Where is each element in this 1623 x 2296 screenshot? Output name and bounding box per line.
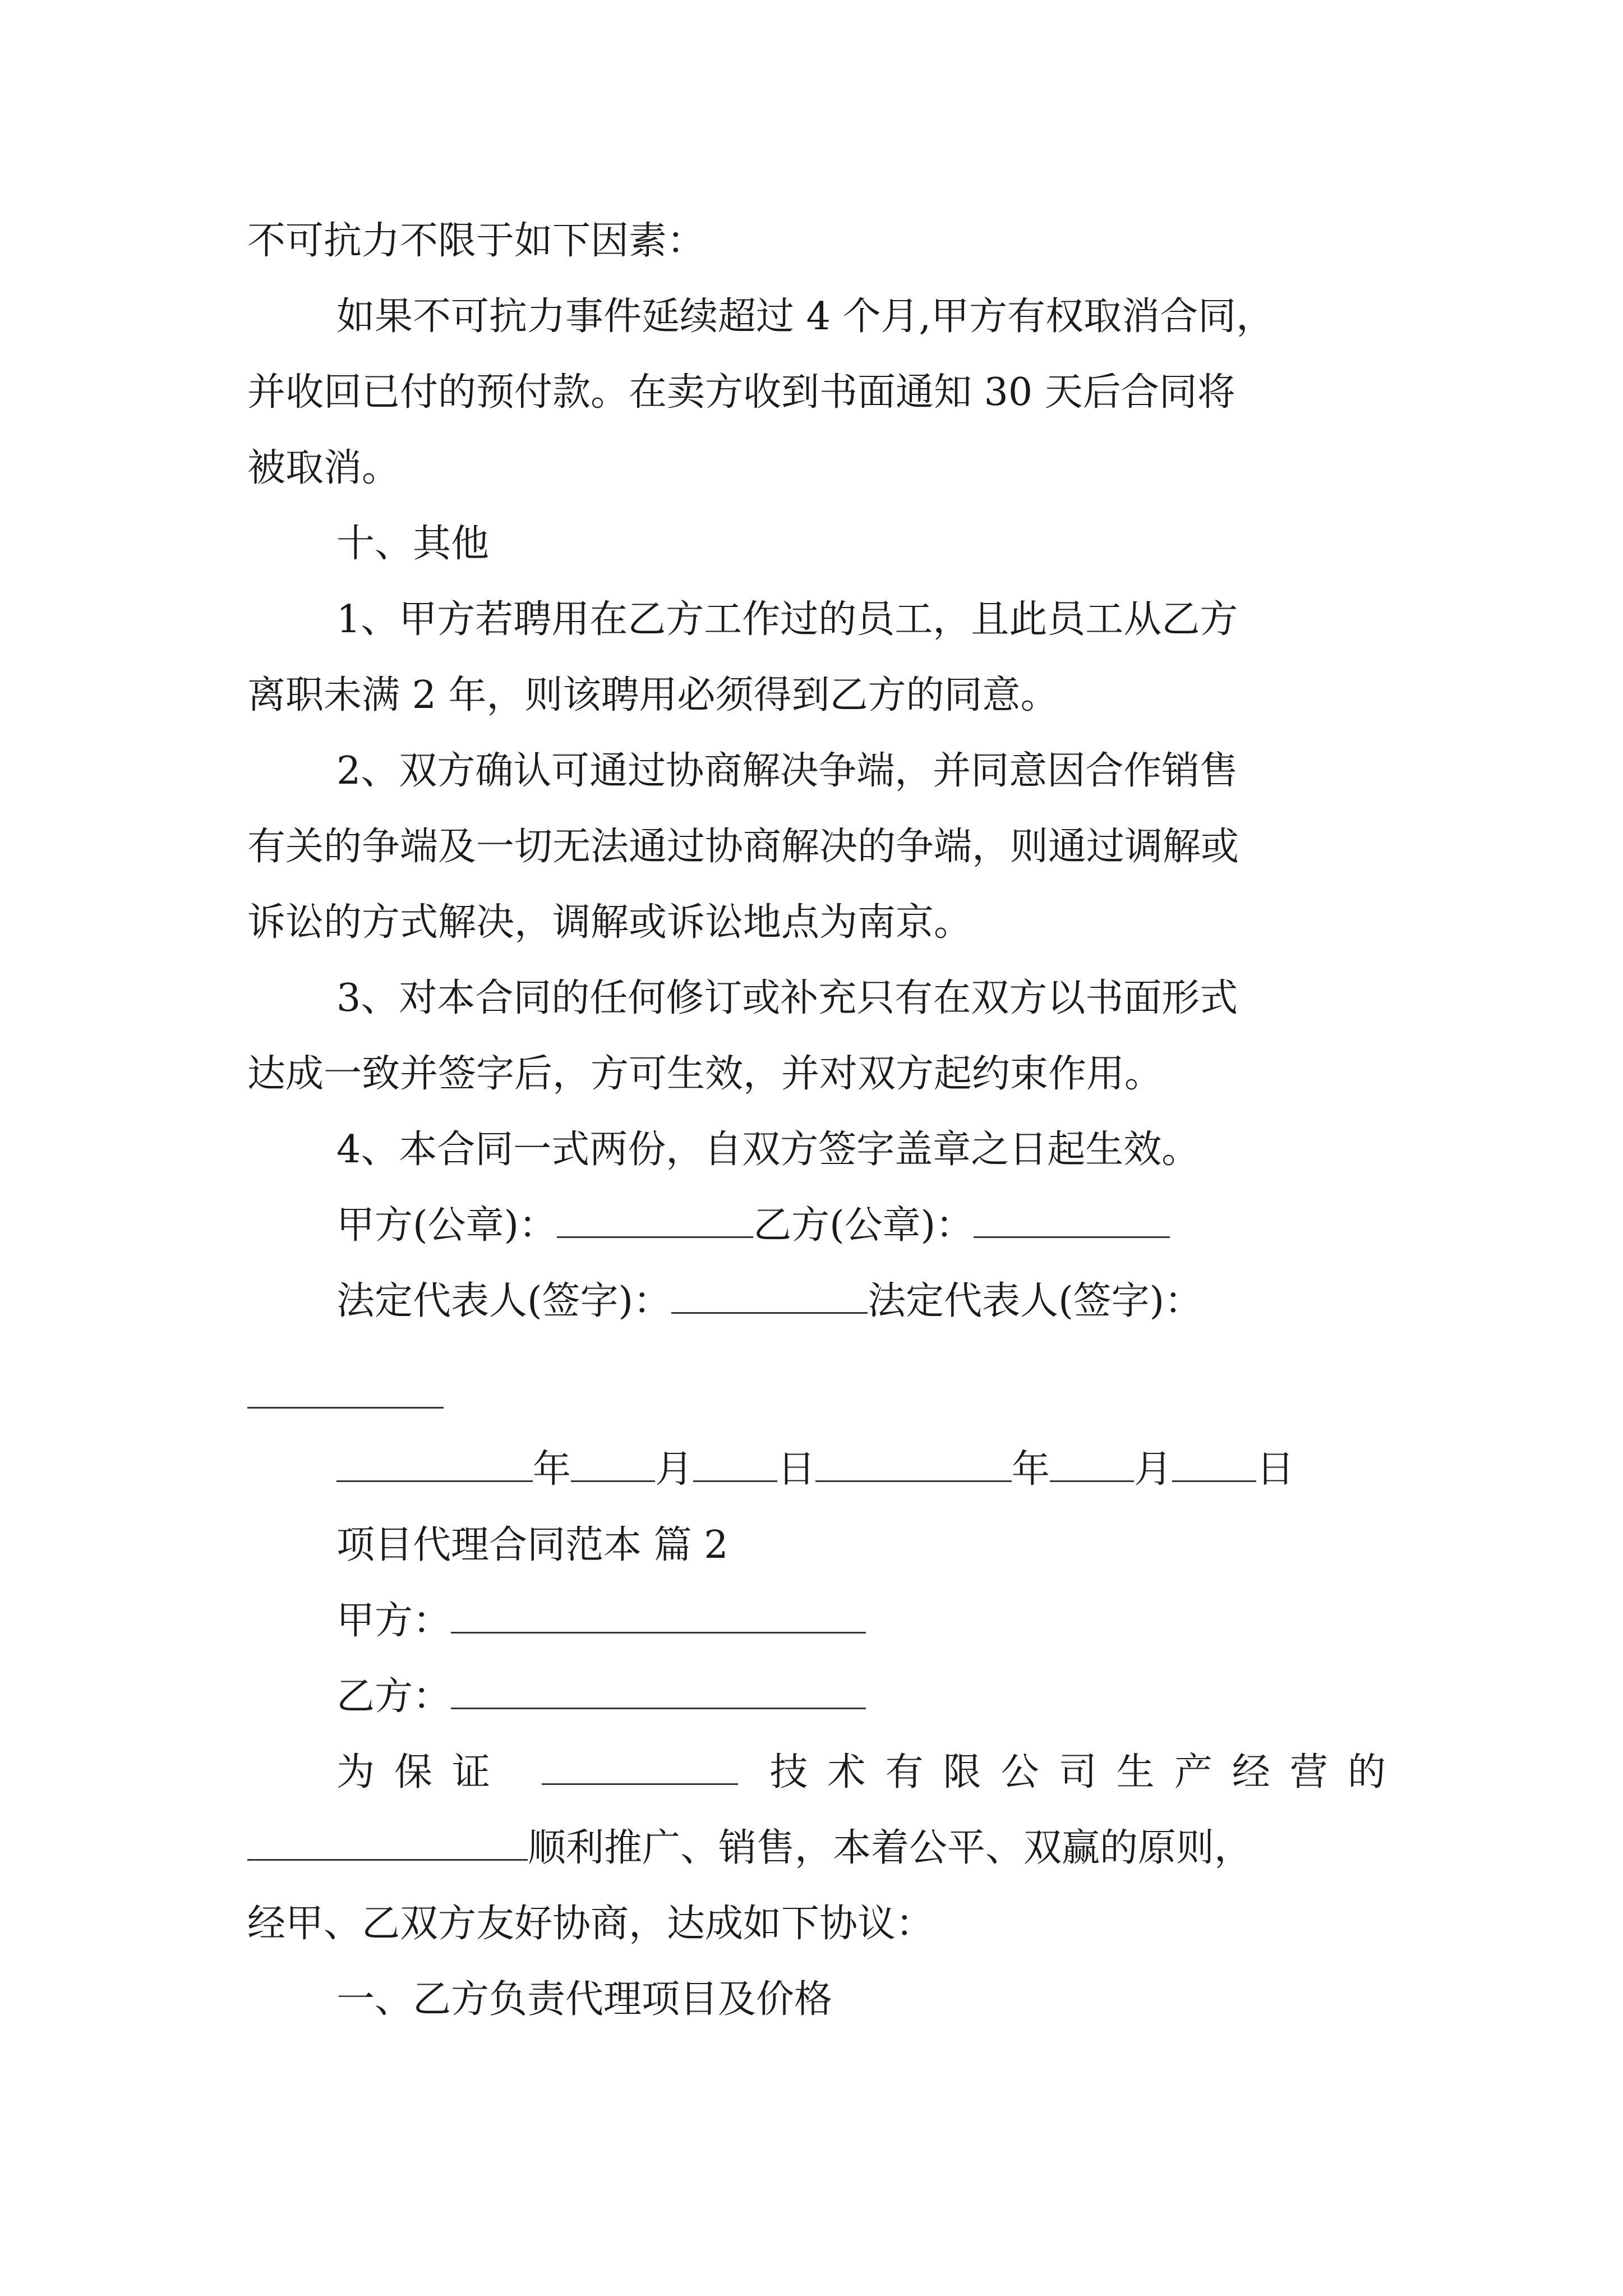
rep-sign-line xyxy=(0,1276,1623,1327)
day-label-2: 日 xyxy=(1256,1447,1295,1492)
company-blank xyxy=(542,1749,738,1785)
party-b-seal-label: 乙方(公章)： xyxy=(753,1203,974,1248)
party-a-rep-label: 法定代表人(签字)： xyxy=(336,1279,672,1323)
paragraph-line xyxy=(0,1125,1623,1175)
month-label-2: 月 xyxy=(1134,1447,1173,1492)
text: 4、本合同一式两份，自双方签字盖章之日起生效。 xyxy=(336,1128,1200,1172)
paragraph-line xyxy=(0,1049,1623,1099)
section-title xyxy=(0,1520,1623,1571)
text: 3、对本合同的任何修订或补充只有在双方以书面形式 xyxy=(336,976,1238,1020)
day-blank xyxy=(693,1446,777,1482)
intro-line-2 xyxy=(0,1823,1623,1874)
text: 如果不可抗力事件延续超过 4 个月,甲方有权取消合同， xyxy=(336,295,1275,339)
paragraph-line xyxy=(0,746,1623,797)
paragraph-line xyxy=(0,670,1623,721)
paragraph-line xyxy=(0,822,1623,872)
product-blank xyxy=(247,1824,528,1861)
text: 一、乙方负责代理项目及价格 xyxy=(336,1977,833,2022)
intro-text-a: 为保证 xyxy=(336,1750,510,1795)
party-b-seal-blank xyxy=(974,1202,1170,1238)
text: 被取消。 xyxy=(247,446,400,490)
text: 离职未满 2 年，则该聘用必须得到乙方的同意。 xyxy=(247,673,1059,717)
text: 经甲、乙双方友好协商，达成如下协议： xyxy=(247,1902,934,1946)
text: 达成一致并签字后，方可生效，并对双方起约束作用。 xyxy=(247,1052,1163,1096)
party-b-label: 乙方： xyxy=(336,1674,451,1719)
intro-line-1 xyxy=(247,1747,1386,1798)
text: 1、甲方若聘用在乙方工作过的员工，且此员工从乙方 xyxy=(336,597,1238,642)
text: 不可抗力不限于如下因素： xyxy=(247,219,706,263)
party-b-rep-label: 法定代表人(签字)： xyxy=(868,1279,1203,1323)
month-blank xyxy=(571,1446,655,1482)
year-label-2: 年 xyxy=(1012,1447,1050,1492)
paragraph-line xyxy=(0,292,1623,342)
paragraph-line xyxy=(0,216,1623,266)
year-label: 年 xyxy=(533,1447,571,1492)
party-b-line xyxy=(0,1672,1623,1722)
intro-text-b: 技术有限公司生产经营的 xyxy=(769,1750,1386,1795)
intro-line-3 xyxy=(0,1899,1623,1949)
paragraph-line xyxy=(0,595,1623,645)
text: 顺利推广、销售，本着公平、双赢的原则， xyxy=(528,1826,1253,1870)
party-a-rep-blank xyxy=(671,1277,868,1314)
paragraph-line xyxy=(0,898,1623,948)
seal-line xyxy=(0,1200,1623,1251)
section-heading xyxy=(0,519,1623,569)
item-heading xyxy=(0,1975,1623,2025)
day-blank-2 xyxy=(1172,1446,1256,1482)
text: 2、双方确认可通过协商解决争端，并同意因合作销售 xyxy=(336,749,1238,793)
party-b-rep-blank xyxy=(247,1407,444,1409)
paragraph-line xyxy=(0,367,1623,418)
party-a-line xyxy=(0,1596,1623,1646)
text: 十、其他 xyxy=(336,522,490,566)
date-line xyxy=(0,1444,1623,1495)
party-b-blank xyxy=(451,1673,866,1709)
text: 诉讼的方式解决，调解或诉讼地点为南京。 xyxy=(247,900,972,945)
year-blank-2 xyxy=(815,1446,1012,1482)
paragraph-line xyxy=(0,443,1623,494)
month-label: 月 xyxy=(655,1447,694,1492)
text: 项目代理合同范本 篇 2 xyxy=(336,1523,728,1567)
text: 并收回已付的预付款。在卖方收到书面通知 30 天后合同将 xyxy=(247,370,1235,415)
paragraph-line xyxy=(0,973,1623,1024)
text: 有关的争端及一切无法通过协商解决的争端，则通过调解或 xyxy=(247,825,1239,869)
month-blank-2 xyxy=(1050,1446,1134,1482)
party-a-seal-label: 甲方(公章)： xyxy=(336,1203,557,1248)
party-a-label: 甲方： xyxy=(336,1599,451,1643)
day-label: 日 xyxy=(777,1447,816,1492)
year-blank xyxy=(336,1446,533,1482)
party-a-blank xyxy=(451,1597,866,1634)
party-a-seal-blank xyxy=(557,1202,753,1238)
